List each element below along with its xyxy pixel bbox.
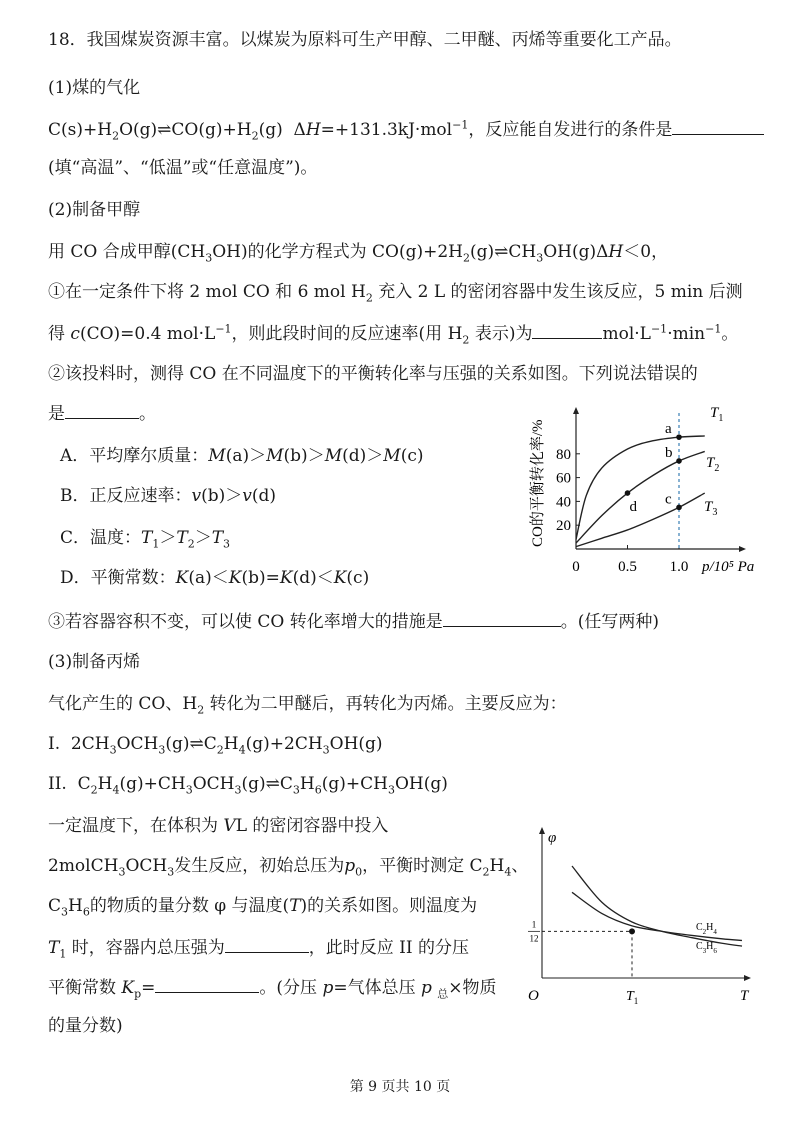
- x-tick-label: 1.0: [669, 559, 689, 575]
- reaction-1-label: I.: [48, 734, 61, 754]
- y-axis-label: φ: [548, 830, 557, 846]
- part3-p2: $2molCH_3OCH_3$发生反应，初始总压为$p_0$，平衡时测定 $C_2H_4$、: [48, 856, 529, 879]
- point-label-c: c: [665, 491, 672, 508]
- y-axis-arrow: [539, 827, 545, 834]
- y-tick-label: 20: [556, 518, 571, 535]
- reaction-2-label: II.: [48, 774, 67, 794]
- question-number: 18．: [48, 30, 87, 50]
- co-conversion-chart: [520, 403, 760, 603]
- y-axis-arrow: [573, 407, 579, 414]
- option-d[interactable]: D．平衡常数：K(a)＜K(b)=K(d)＜K(c): [60, 568, 370, 588]
- series-label-t2: $T_2$: [706, 455, 720, 474]
- reaction-1: I. $2CH_3OCH_3(g)\rightleftharpoons C_2H_4(g)+2CH_3OH(g)$: [48, 734, 383, 757]
- part2-sub-a: ①在一定条件下将 2 mol CO 和 6 mol $H_2$ 充入 2 L 的密闭容器中发生该反应，5 min 后测: [48, 282, 743, 305]
- part3-p1: 一定温度下，在体积为 VL 的密闭容器中投入: [48, 816, 389, 836]
- answer-blank-4[interactable]: [443, 608, 561, 627]
- x-tick-label: 0: [572, 559, 580, 575]
- series-line-t3: [576, 493, 705, 547]
- point-b: [676, 458, 682, 464]
- series-label-c3h6: $C_3H_6$: [696, 941, 717, 955]
- point-label-b: b: [665, 444, 673, 461]
- origin-label: O: [528, 988, 539, 1004]
- answer-blank-2[interactable]: [532, 320, 602, 339]
- series-line-t2: [576, 451, 705, 543]
- answer-blank-5[interactable]: [225, 934, 309, 953]
- x-axis-label: T: [740, 988, 749, 1004]
- y-tick-label-numerator: 1: [531, 919, 537, 930]
- part3-p3: $C_3H_6$的物质的量分数 φ 与温度(T)的关系如图。则温度为: [48, 896, 478, 919]
- y-tick-label-denominator: 12: [529, 933, 539, 944]
- answer-blank-1[interactable]: [672, 116, 764, 135]
- answer-blank-3[interactable]: [65, 400, 139, 419]
- mole-fraction-chart: [520, 818, 760, 1018]
- part1-note: (填“高温”、“低温”或“任意温度”)。: [48, 158, 318, 178]
- part1-reaction: $C(s)+H_2O(g)\rightleftharpoons CO(g)+H_2(g)$ ΔH=+131.3kJ·mol$^{-1}$，反应能自发进行的条件是: [48, 116, 764, 142]
- question-header: [48, 28, 682, 52]
- part2-sub-a-cont: 得 c(CO)=0.4 $mol\cdot L^{-1}$，则此段时间的反应速率(用 $H_2$ 表示)为 $mol\cdot L^{-1}\cdot\min^{-1}$。: [48, 320, 738, 346]
- page-footer: 第 9 页共 10 页: [349, 1079, 451, 1095]
- option-a[interactable]: A．平均摩尔质量：M(a)＞M(b)＞M(d)＞M(c): [60, 446, 424, 466]
- x-axis-label: p/10⁵ Pa: [702, 559, 755, 575]
- part1-heading: (1)煤的气化: [48, 78, 141, 98]
- series-line-t1: [576, 436, 705, 540]
- part3-heading: (3)制备丙烯: [48, 652, 141, 672]
- option-b[interactable]: B．正反应速率：v(b)＞v(d): [60, 486, 277, 506]
- point-c: [676, 505, 682, 511]
- part2-heading: (2)制备甲醇: [48, 200, 141, 220]
- part2-sub-d: ③若容器容积不变，可以使 CO 转化率增大的措施是 。(任写两种): [48, 608, 659, 634]
- part2-sub-c-cont: 是 。: [48, 400, 156, 426]
- part3-p6: 的量分数): [48, 1016, 123, 1036]
- part3-intro: 气化产生的 CO、$H_2$ 转化为二甲醚后，再转化为丙烯。主要反应为：: [48, 694, 567, 717]
- option-c[interactable]: C．温度：$T_1>T_2>T_3$: [60, 528, 231, 551]
- reaction-2: II. $C_2H_4(g)+CH_3OCH_3(g)\rightleftharpoons C_3H_6(g)+CH_3OH(g)$: [48, 774, 448, 797]
- series-label-c2h4: $C_2H_4$: [696, 922, 717, 936]
- answer-blank-6[interactable]: [155, 974, 259, 993]
- point-label-d: d: [629, 499, 637, 516]
- y-axis-label: CO的平衡转化率/%: [530, 419, 546, 547]
- x-axis-arrow: [744, 975, 751, 981]
- x-tick-label: 0.5: [618, 559, 637, 575]
- question-intro: 我国煤炭资源丰富。以煤炭为原料可生产甲醇、二甲醚、丙烯等重要化工产品。: [86, 30, 682, 50]
- x-tick-label: $T_1$: [626, 989, 639, 1006]
- part2-sub-c: ②该投料时，测得 CO 在不同温度下的平衡转化率与压强的关系如图。下列说法错误的: [48, 364, 698, 384]
- x-axis-arrow: [739, 546, 746, 552]
- y-tick-label: 80: [556, 446, 571, 463]
- part3-p4: $T_1$ 时，容器内总压强为 ，此时反应 II 的分压: [48, 934, 469, 960]
- series-label-t1: $T_1$: [710, 405, 724, 424]
- part3-p5: 平衡常数 $K_p=$ 。(分压 p=气体总压 p $_总$×物质: [48, 974, 497, 1000]
- part2-intro: 用 CO 合成甲醇$(CH_3OH)$的化学方程式为 $CO(g)+2H_2(g)\rightleftharpoons CH_3OH(g)\Delta H<0$，: [48, 242, 669, 265]
- y-tick-label: 40: [556, 494, 571, 511]
- series-label-t3: $T_3$: [704, 499, 718, 518]
- intersection-point: [629, 928, 635, 934]
- point-a: [676, 434, 682, 440]
- point-d: [625, 490, 631, 496]
- point-label-a: a: [665, 421, 672, 438]
- part1-question: ，反应能自发进行的条件是: [468, 120, 673, 140]
- y-tick-label: 60: [556, 470, 571, 487]
